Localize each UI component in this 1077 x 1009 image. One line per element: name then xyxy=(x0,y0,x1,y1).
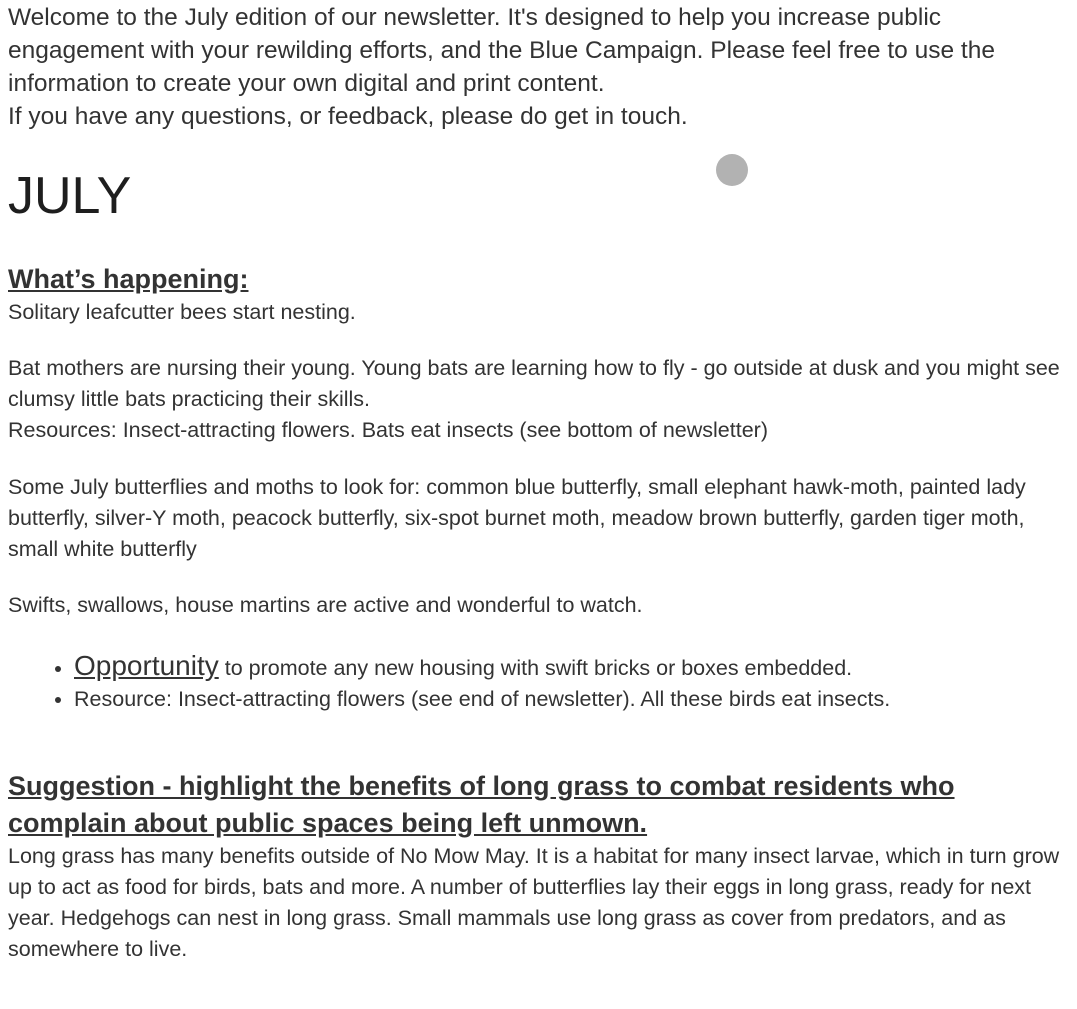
list-item: • Resource: Insect-attracting flowers (see end of newsletter). All these birds eat insects. xyxy=(74,684,890,715)
month-title: JULY xyxy=(8,167,132,225)
list-item xyxy=(74,650,890,684)
suggestion-heading: Suggestion - highlight the benefits of long grass to combat residents who complain about public spaces being left unmown. xyxy=(8,771,955,838)
butterflies-paragraph: Some July butterflies and moths to look for: common blue butterfly, small elephant hawk-moth, painted lady butterfly, silver-Y moth, peacock butterfly, six-spot burnet moth, meadow brown butterfly, garden tiger moth, small white butterfly xyxy=(8,475,1026,561)
long-grass-paragraph: Long grass has many benefits outside of No Mow May. It is a habitat for many insect larvae, which in turn grow up to act as food for birds, bats and more. A number of butterflies lay their eggs in long grass, ready for next year. Hedgehogs can nest in long grass. Small mammals use long grass as cover from predators, and as somewhere to live. xyxy=(8,844,1060,961)
scroll-indicator-dot[interactable] xyxy=(716,154,748,186)
opportunity-text: to promote any new housing with swift bricks or boxes embedded. xyxy=(218,656,853,680)
intro-paragraph: Welcome to the July edition of our newsletter. It's designed to help you increase public engagement with your rewilding efforts, and the Blue Campaign. Please feel free to use the information to create your own digital and print content. xyxy=(8,4,995,97)
swifts-bullet-list xyxy=(8,650,890,715)
bats-text: Bat mothers are nursing their young. Young bats are learning how to fly - go outside at dusk and you might see clumsy little bats practicing their skills. xyxy=(8,356,1060,411)
intro-section xyxy=(8,0,1070,133)
swifts-paragraph: Swifts, swallows, house martins are active and wonderful to watch. xyxy=(8,593,643,617)
whats-happening-heading: What’s happening: xyxy=(8,264,249,294)
bats-paragraph xyxy=(8,353,1070,446)
bees-paragraph: Solitary leafcutter bees start nesting. xyxy=(8,300,356,324)
opportunity-link[interactable]: Opportunity xyxy=(74,650,219,681)
intro-contact-line: If you have any questions, or feedback, please do get in touch. xyxy=(8,103,688,130)
newsletter-page xyxy=(8,0,1070,961)
bats-resources-text: Resources: Insect-attracting flowers. Bats eat insects (see bottom of newsletter) xyxy=(8,418,768,442)
